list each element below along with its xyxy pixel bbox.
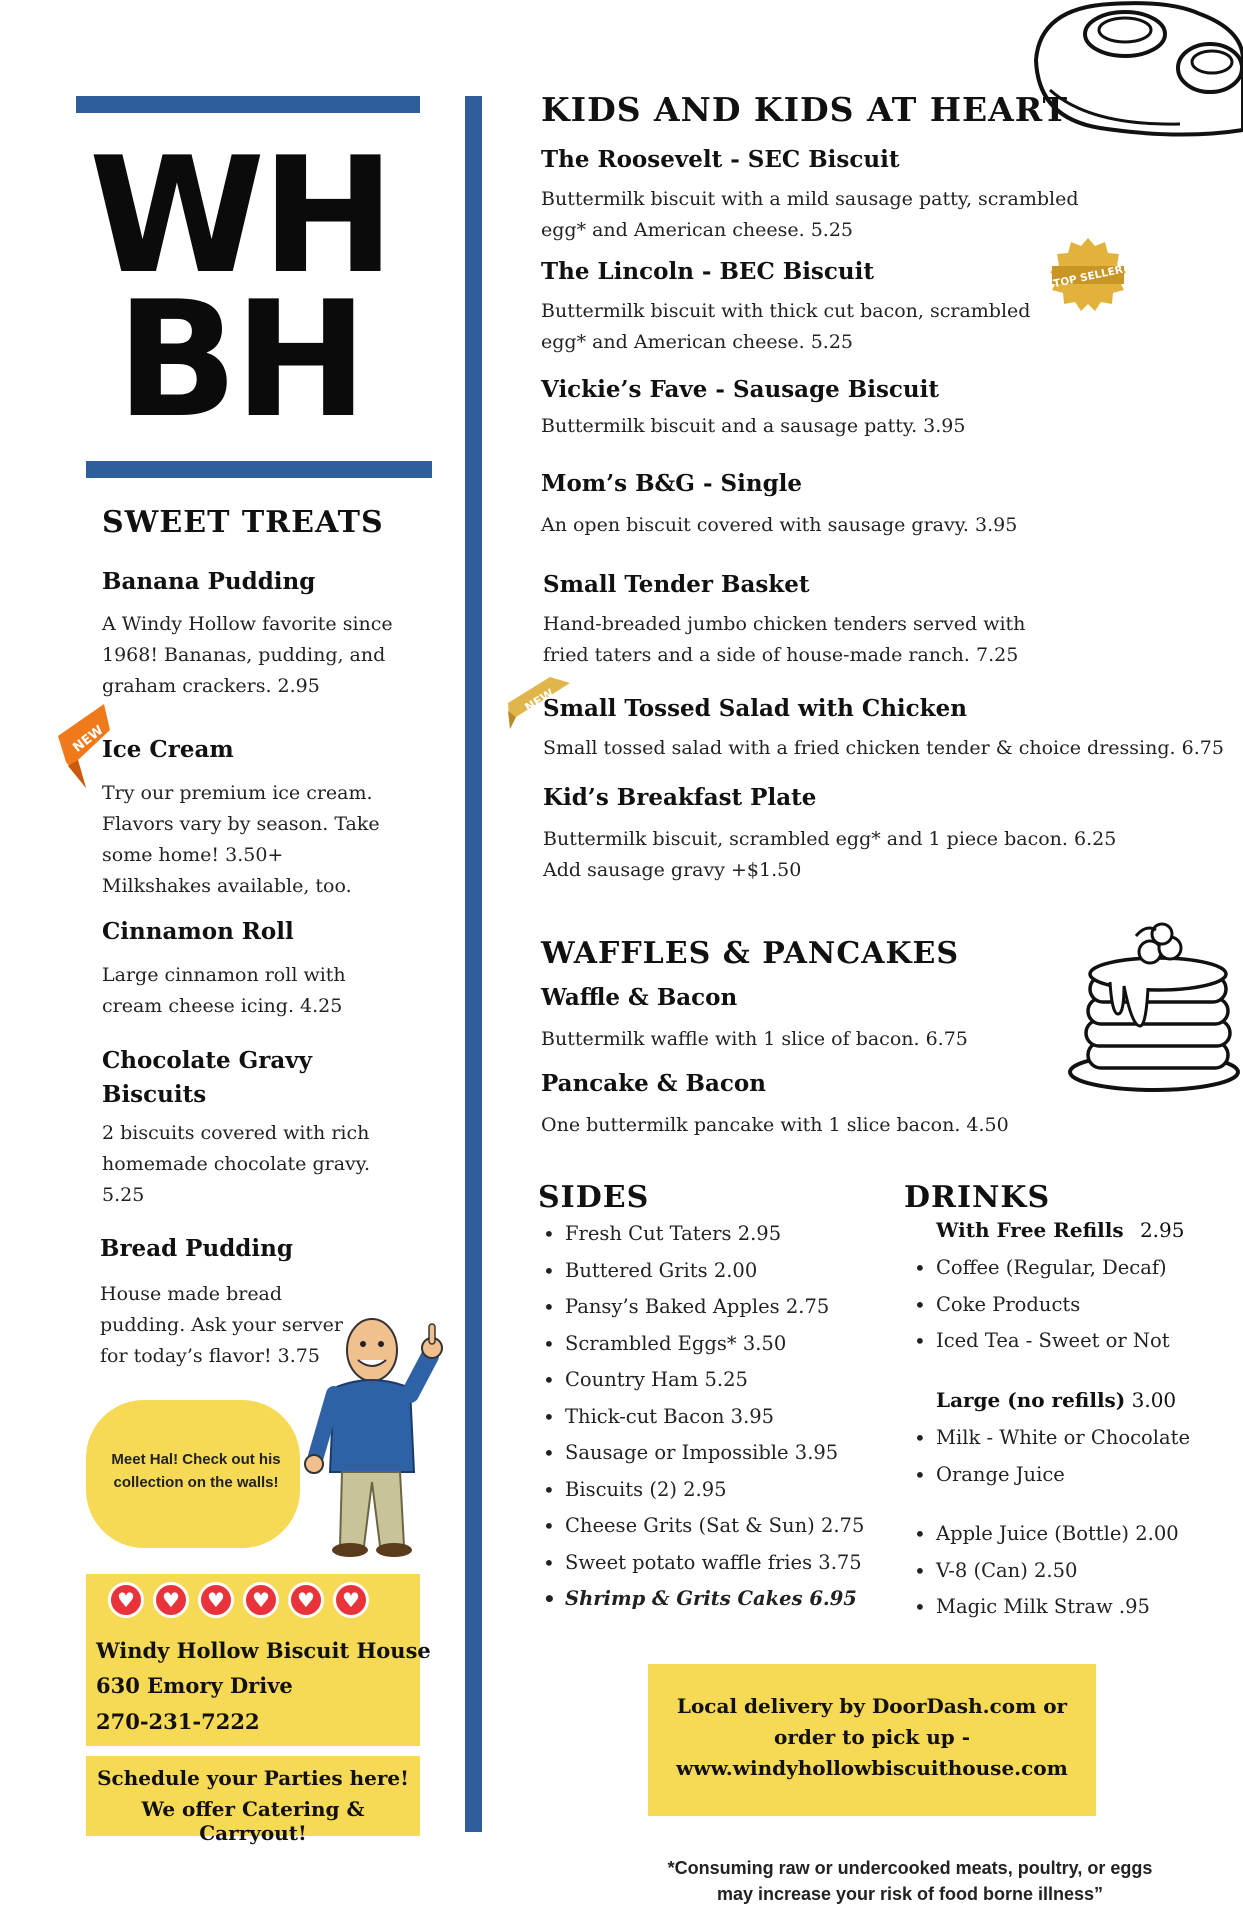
drink-item: • Milk - White or Chocolate (910, 1420, 1190, 1457)
hal-cartoon-icon (302, 1310, 462, 1560)
logo-line-2: BH (116, 266, 364, 453)
restaurant-address: 630 Emory Drive (96, 1673, 293, 1698)
tossed-salad-desc: Small tossed salad with a fried chicken tender & choice dressing. 6.75 (543, 737, 1224, 759)
heart-icon: ♥ (198, 1582, 234, 1618)
moms-bg-desc: An open biscuit covered with sausage gravy. 3.95 (541, 514, 1018, 536)
chocolate-gravy-desc: 2 biscuits covered with rich homemade chocolate gravy. 5.25 (102, 1122, 371, 1206)
kids-breakfast-desc: Buttermilk biscuit, scrambled egg* and 1 piece bacon. 6.25 Add sausage gravy +$1.50 (543, 828, 1117, 881)
delivery-line-2: order to pick up - (774, 1725, 970, 1749)
top-seller-seal-icon (1048, 236, 1128, 316)
ice-cream-title: Ice Cream (102, 736, 234, 763)
side-item: • Scrambled Eggs* 3.50 (539, 1326, 864, 1363)
drink-item: • Iced Tea - Sweet or Not (910, 1323, 1170, 1360)
drink-item: • Coke Products (910, 1287, 1170, 1324)
logo-line-1: WH (88, 122, 392, 309)
tender-basket-title: Small Tender Basket (543, 571, 810, 598)
vickies-fave-desc: Buttermilk biscuit and a sausage patty. 3.95 (541, 415, 966, 437)
other-drinks-list (910, 1516, 1179, 1626)
vickies-fave-title: Vickie’s Fave - Sausage Biscuit (541, 376, 940, 403)
drink-item: • Orange Juice (910, 1457, 1190, 1494)
refill-heading-row (936, 1218, 1184, 1242)
side-item: • Biscuits (2) 2.95 (539, 1472, 864, 1509)
heart-icon: ♥ (288, 1582, 324, 1618)
logo-bottom-bar (86, 461, 432, 478)
refill-drinks-list (910, 1250, 1170, 1360)
side-item: • Sweet potato waffle fries 3.75 (539, 1545, 864, 1582)
drink-item: • Apple Juice (Bottle) 2.00 (910, 1516, 1179, 1553)
restaurant-phone[interactable]: 270-231-7222 (96, 1709, 260, 1734)
large-price: 3.00 (1131, 1388, 1177, 1412)
side-item: • Fresh Cut Taters 2.95 (539, 1216, 864, 1253)
top-seller-label: TOP SELLER (1052, 263, 1125, 291)
pancake-stack-icon (1066, 922, 1243, 1098)
tossed-salad-title: Small Tossed Salad with Chicken (543, 695, 967, 722)
website-link[interactable]: www.windyhollowbiscuithouse.com (676, 1756, 1068, 1780)
kids-section-title: KIDS AND KIDS AT HEART (541, 90, 1069, 129)
restaurant-name: Windy Hollow Biscuit House (96, 1638, 431, 1663)
roosevelt-desc: Buttermilk biscuit with a mild sausage patty, scrambled egg* and American cheese. 5.25 (541, 188, 1079, 241)
side-item: • Pansy’s Baked Apples 2.75 (539, 1289, 864, 1326)
new-ribbon-label: NEW (70, 722, 107, 756)
drinks-title: DRINKS (904, 1180, 1051, 1215)
heart-icon: ♥ (153, 1582, 189, 1618)
heart-icon: ♥ (333, 1582, 369, 1618)
roosevelt-title: The Roosevelt - SEC Biscuit (541, 146, 900, 173)
side-item: • Shrimp & Grits Cakes 6.95 (539, 1581, 864, 1618)
disclaimer-line-1: *Consuming raw or undercooked meats, poultry, or eggs (667, 1858, 1153, 1878)
banana-pudding-desc: A Windy Hollow favorite since 1968! Bananas, pudding, and graham crackers. 2.95 (102, 613, 393, 697)
parties-line-2: We offer Catering & Carryout! (141, 1797, 365, 1845)
cinnamon-roll-title: Cinnamon Roll (102, 918, 294, 945)
column-divider (465, 96, 482, 1832)
kids-breakfast-title: Kid’s Breakfast Plate (543, 784, 817, 811)
bread-pudding-title: Bread Pudding (100, 1235, 293, 1262)
moms-bg-title: Mom’s B&G - Single (541, 470, 803, 497)
cinnamon-roll-desc: Large cinnamon roll with cream cheese icing. 4.25 (102, 964, 346, 1017)
disclaimer-line-2: may increase your risk of food borne illness” (716, 1884, 1104, 1904)
lincoln-title: The Lincoln - BEC Biscuit (541, 258, 874, 285)
lincoln-desc: Buttermilk biscuit with thick cut bacon, scrambled egg* and American cheese. 5.25 (541, 300, 1031, 353)
pancake-bacon-desc: One buttermilk pancake with 1 slice bacon. 4.50 (541, 1114, 1009, 1136)
large-drinks-list (910, 1420, 1190, 1493)
side-item: • Cheese Grits (Sat & Sun) 2.75 (539, 1508, 864, 1545)
large-heading-row (936, 1388, 1176, 1412)
large-heading: Large (no refills) (936, 1388, 1126, 1412)
drink-item: • Coffee (Regular, Decaf) (910, 1250, 1170, 1287)
sweet-treats-title: SWEET TREATS (102, 505, 384, 540)
hal-bubble-text: Meet Hal! Check out his collection on the walls! (111, 1451, 281, 1491)
banana-pudding-title: Banana Pudding (102, 568, 316, 595)
waffle-bacon-desc: Buttermilk waffle with 1 slice of bacon. 6.75 (541, 1028, 968, 1050)
side-item: • Thick-cut Bacon 3.95 (539, 1399, 864, 1436)
bread-pudding-desc: House made bread pudding. Ask your server for today’s flavor! 3.75 (100, 1283, 343, 1367)
waffles-section-title: WAFFLES & PANCAKES (541, 936, 960, 971)
drink-item: • Magic Milk Straw .95 (910, 1589, 1179, 1626)
refill-price: 2.95 (1139, 1218, 1185, 1242)
drink-item: • V-8 (Can) 2.50 (910, 1553, 1179, 1590)
logo-top-bar (76, 96, 420, 113)
side-item: • Country Ham 5.25 (539, 1362, 864, 1399)
pancake-bacon-title: Pancake & Bacon (541, 1070, 766, 1097)
side-item: • Buttered Grits 2.00 (539, 1253, 864, 1290)
side-item: • Sausage or Impossible 3.95 (539, 1435, 864, 1472)
ice-cream-desc: Try our premium ice cream. Flavors vary by season. Take some home! 3.50+ Milkshakes available, too. (102, 782, 380, 897)
heart-icon: ♥ (243, 1582, 279, 1618)
tender-basket-desc: Hand-breaded jumbo chicken tenders served with fried taters and a side of house-made ranch. 7.25 (543, 613, 1026, 666)
heart-icon: ♥ (108, 1582, 144, 1618)
new-ribbon-gold-label: NEW (522, 686, 557, 715)
chocolate-gravy-title: Chocolate Gravy Biscuits (102, 1047, 313, 1108)
sides-list (539, 1216, 864, 1618)
refill-heading: With Free Refills (936, 1218, 1124, 1242)
sides-title: SIDES (538, 1180, 650, 1215)
parties-line-1: Schedule your Parties here! (97, 1766, 409, 1790)
delivery-line-1: Local delivery by DoorDash.com or (676, 1694, 1068, 1718)
hearts-row (108, 1582, 388, 1618)
waffle-bacon-title: Waffle & Bacon (541, 984, 738, 1011)
